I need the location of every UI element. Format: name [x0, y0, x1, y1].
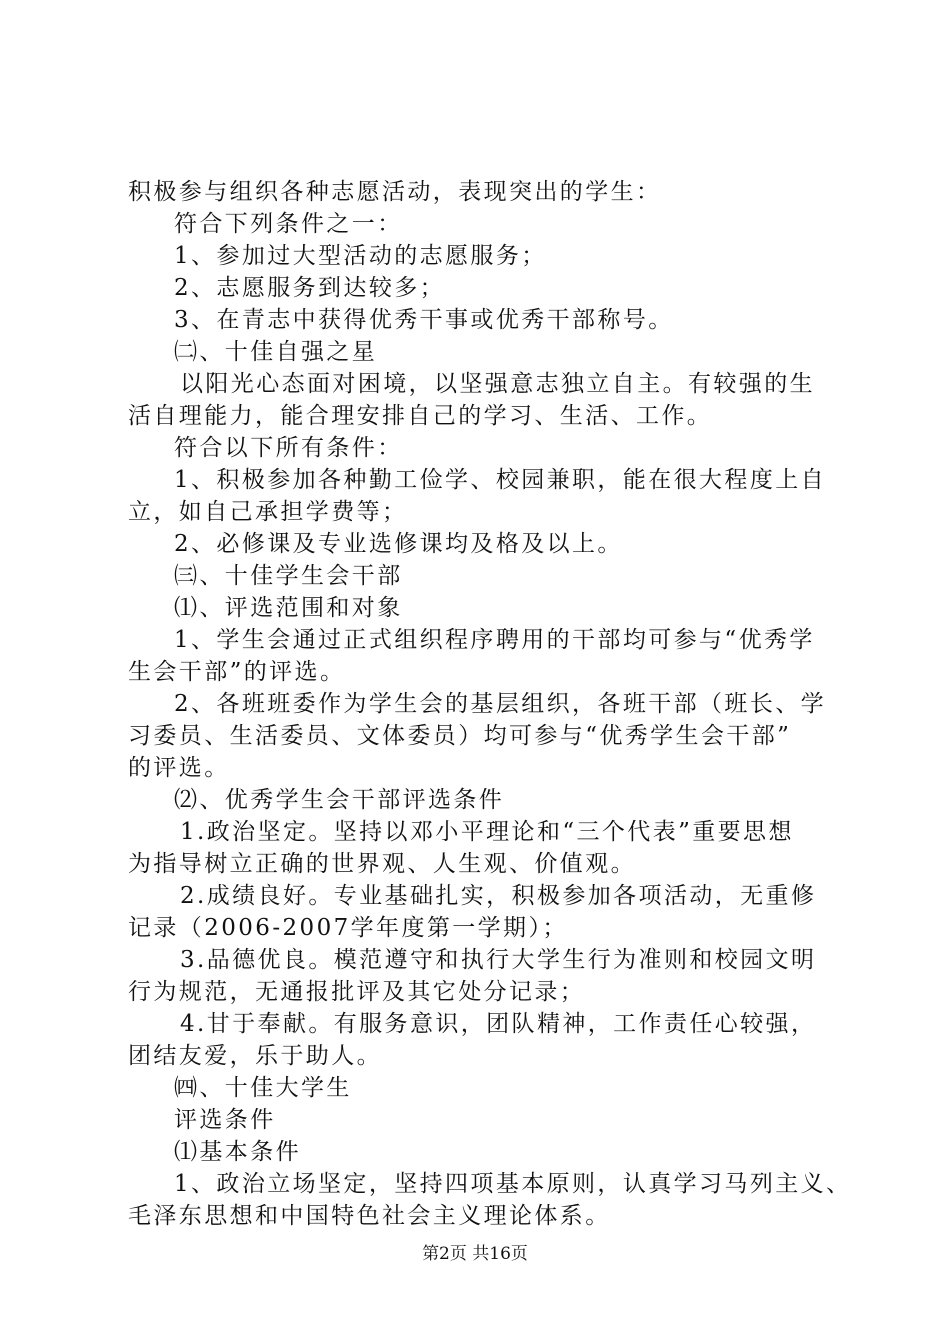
text-line: 记录（2006-2007学年度第一学期）；	[128, 915, 568, 941]
text-line: 团结友爱，乐于助人。	[128, 1043, 382, 1069]
list-item: 1、积极参加各种勤工俭学、校园兼职，能在很大程度上自	[174, 467, 827, 493]
list-item: 1、政治立场坚定，坚持四项基本原则，认真学习马列主义、	[174, 1171, 852, 1197]
text-line: 毛泽东思想和中国特色社会主义理论体系。	[128, 1203, 611, 1229]
text-line: 习委员、生活委员、文体委员）均可参与“优秀学生会干部”	[128, 723, 792, 749]
document-body	[128, 176, 852, 1232]
text-line: 为指导树立正确的世界观、人生观、价值观。	[128, 851, 636, 877]
text-line: 活自理能力，能合理安排自己的学习、生活、工作。	[128, 403, 713, 429]
text-line: 积极参与组织各种志愿活动，表现突出的学生：	[128, 179, 662, 205]
text-line: 生会干部”的评选。	[128, 659, 346, 685]
text-line: 符合以下所有条件：	[174, 435, 403, 461]
section-heading: ㈣、十佳大学生	[174, 1075, 352, 1101]
text-line: 评选条件	[174, 1107, 276, 1133]
page-number: 第2页 共16页	[422, 1244, 528, 1264]
text-line: 以阳光心态面对困境，以坚强意志独立自主。有较强的生	[180, 371, 815, 397]
section-heading: ㈢、十佳学生会干部	[174, 563, 403, 589]
list-item: 2、志愿服务到达较多；	[174, 275, 446, 301]
list-item: 1、学生会通过正式组织程序聘用的干部均可参与“优秀学	[174, 627, 815, 653]
subsection-heading: ⑵、优秀学生会干部评选条件	[174, 787, 505, 813]
section-heading: ㈡、十佳自强之星	[174, 339, 378, 365]
list-item: 3、在青志中获得优秀干事或优秀干部称号。	[174, 307, 674, 333]
list-item: 2.成绩良好。专业基础扎实，积极参加各项活动，无重修	[180, 883, 817, 909]
list-item: 4.甘于奉献。有服务意识，团队精神，工作责任心较强，	[180, 1011, 817, 1037]
text-line: 的评选。	[128, 755, 230, 781]
list-item: 1.政治坚定。坚持以邓小平理论和“三个代表”重要思想	[180, 819, 794, 845]
subsection-heading: ⑴、评选范围和对象	[174, 595, 403, 621]
list-item: 1、参加过大型活动的志愿服务；	[174, 243, 547, 269]
list-item: 2、必修课及专业选修课均及格及以上。	[174, 531, 623, 557]
text-line: 立，如自己承担学费等；	[128, 499, 408, 525]
subsection-heading: ⑴基本条件	[174, 1139, 301, 1165]
list-item: 2、各班班委作为学生会的基层组织，各班干部（班长、学	[174, 691, 827, 717]
list-item: 3.品德优良。模范遵守和执行大学生行为准则和校园文明	[180, 947, 817, 973]
text-line: 行为规范，无通报批评及其它处分记录；	[128, 979, 586, 1005]
text-line: 符合下列条件之一：	[174, 211, 403, 237]
